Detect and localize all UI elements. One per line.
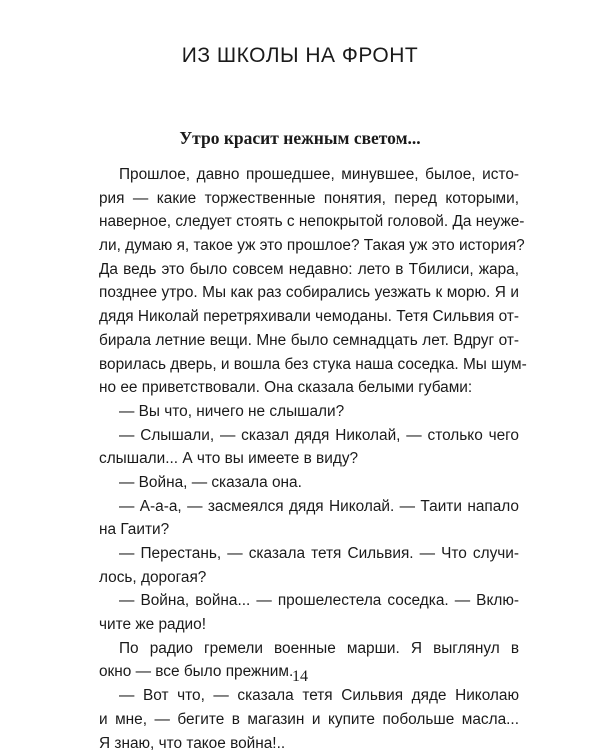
text-line: Прошлое, давно прошедшее, минувшее, былое, исто- [99,163,519,187]
page-number: 14 [0,668,600,686]
text-line: и мне, — бегите в магазин и купите побольше масла... [99,708,519,732]
text-line: слышали... А что вы имеете в виду? [99,447,519,471]
text-line: рия — какие торжественные понятия, перед которыми, [99,187,519,211]
text-line: окно — все было прежним. [99,660,519,684]
text-line: — Война, — сказала она. [99,471,519,495]
text-line: наверное, следует стоять с непокрытой головой. Да неуже- [99,210,519,234]
section-heading: Утро красит нежным светом... [0,128,600,149]
text-line: дядя Николай перетряхивали чемоданы. Тетя Сильвия от- [99,305,519,329]
text-line: ли, думаю я, такое уж это прошлое? Такая уж это история? [99,234,519,258]
text-line: бирала летние вещи. Мне было семнадцать лет. Вдруг от- [99,329,519,353]
text-line: — Слышали, — сказал дядя Николай, — столько чего [99,424,519,448]
text-line: — Вот что, — сказала тетя Сильвия дяде Николаю [99,684,519,708]
text-line: чите же радио! [99,613,519,637]
text-line: ворилась дверь, и вошла без стука наша соседка. Мы шум- [99,353,519,377]
text-line: — Война, война... — прошелестела соседка. — Вклю- [99,589,519,613]
text-line: но ее приветствовали. Она сказала белыми губами: [99,376,519,400]
text-line: на Гаити? [99,518,519,542]
text-line: По радио гремели военные марши. Я выглянул в [99,637,519,661]
text-line: Я знаю, что такое война!.. [99,732,519,755]
text-line: позднее утро. Мы как раз собирались уезжать к морю. Я и [99,281,519,305]
text-line: Да ведь это было совсем недавно: лето в Тбилиси, жара, [99,258,519,282]
text-line: — Вы что, ничего не слышали? [99,400,519,424]
text-line: — Перестань, — сказала тетя Сильвия. — Что случи- [99,542,519,566]
text-line: — А-а-а, — засмеялся дядя Николай. — Таити напало [99,495,519,519]
body-text [99,163,519,755]
chapter-title: ИЗ ШКОЛЫ НА ФРОНТ [0,44,600,68]
text-line: лось, дорогая? [99,566,519,590]
